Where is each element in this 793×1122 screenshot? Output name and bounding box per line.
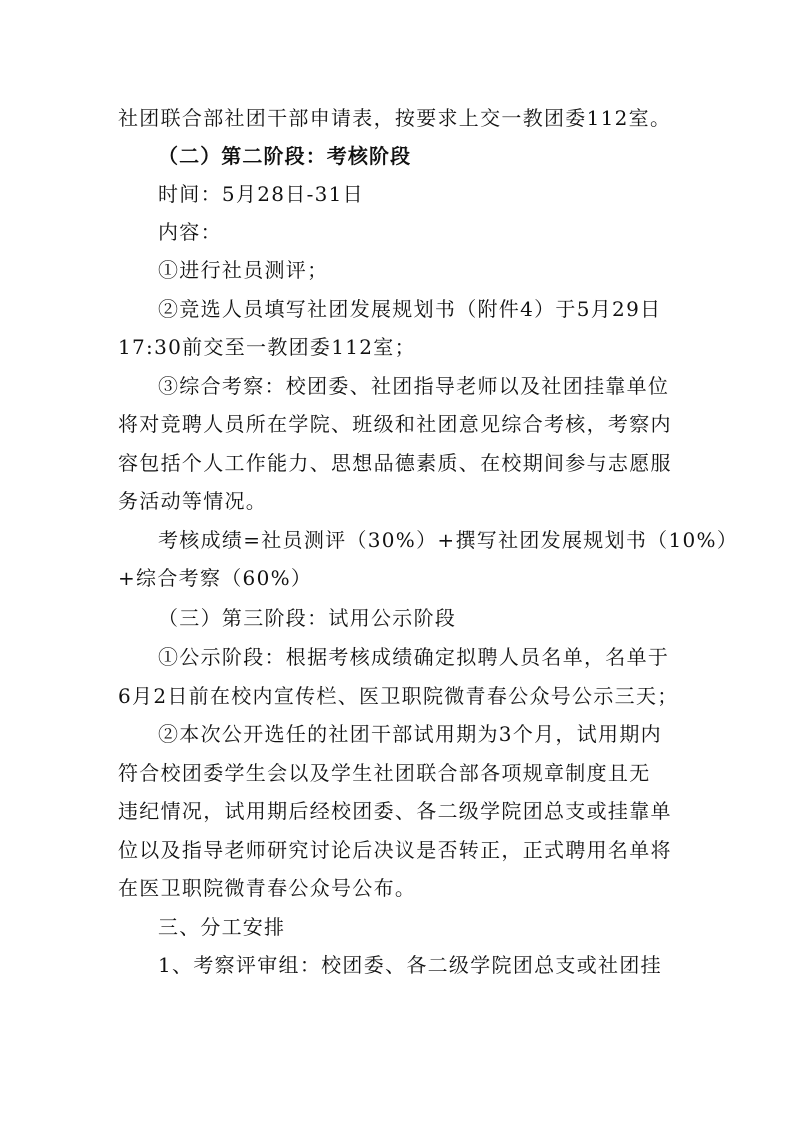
list-item: ①公示阶段：根据考核成绩确定拟聘人员名单，名单于 xyxy=(158,645,670,669)
paragraph-line: 将对竞聘人员所在学院、班级和社团意见综合考核，考察内 xyxy=(118,412,672,436)
list-item: ②本次公开选任的社团干部试用期为3个月，试用期内 xyxy=(158,722,662,746)
paragraph-line: 容包括个人工作能力、思想品德素质、在校期间参与志愿服 xyxy=(118,451,672,475)
paragraph-line: 1、考察评审组：校团委、各二级学院团总支或社团挂 xyxy=(158,953,662,977)
paragraph-line: 在医卫职院微青春公众号公布。 xyxy=(118,876,417,900)
paragraph-line: 6月2日前在校内宣传栏、医卫职院微青春公众号公示三天； xyxy=(118,684,679,708)
paragraph-line: 位以及指导老师研究讨论后决议是否转正，正式聘用名单将 xyxy=(118,838,672,862)
paragraph-line: 符合校团委学生会以及学生社团联合部各项规章制度且无 xyxy=(118,761,651,785)
paragraph-line: 考核成绩=社员测评（30%）+撰写社团发展规划书（10%） xyxy=(158,528,739,552)
paragraph-line: 时间：5月28日-31日 xyxy=(158,182,364,206)
list-item: ③综合考察：校团委、社团指导老师以及社团挂靠单位 xyxy=(158,374,670,398)
list-item: ①进行社员测评； xyxy=(158,258,329,282)
paragraph-line: 内容： xyxy=(158,220,222,244)
list-item: ②竞选人员填写社团发展规划书（附件4）于5月29日 xyxy=(158,297,662,321)
section-heading: （三）第三阶段：试用公示阶段 xyxy=(158,606,457,630)
section-heading: 三、分工安排 xyxy=(158,915,286,939)
section-heading: （二）第二阶段：考核阶段 xyxy=(158,144,412,168)
paragraph-line: 违纪情况，试用期后经校团委、各二级学院团总支或挂靠单 xyxy=(118,799,672,823)
paragraph-line: 务活动等情况。 xyxy=(118,489,268,513)
paragraph-line: 社团联合部社团干部申请表，按要求上交一教团委112室。 xyxy=(118,106,672,130)
paragraph-line: 17:30前交至一教团委112室； xyxy=(118,335,416,359)
paragraph-line: +综合考察（60%） xyxy=(118,566,313,590)
